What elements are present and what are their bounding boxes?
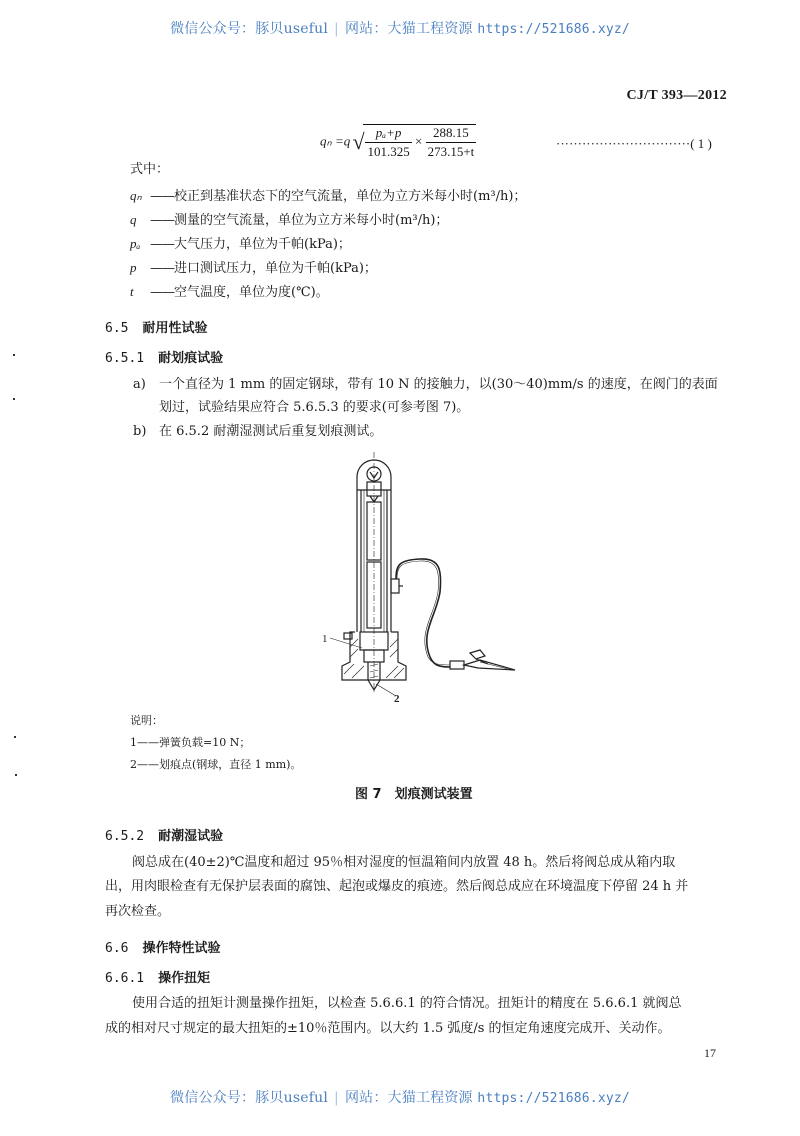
watermark-url[interactable]: https://521686.xyz/ xyxy=(477,22,630,37)
def-text: 空气温度，单位为度(℃)。 xyxy=(174,285,329,300)
def-symbol: q xyxy=(130,212,137,227)
formula-leader xyxy=(556,136,712,152)
def-item xyxy=(130,189,526,203)
page-number: 17 xyxy=(704,1046,716,1060)
watermark-site-label: 网站：大猫工程资源 xyxy=(344,1090,473,1106)
paragraph-line: 再次检查。 xyxy=(105,904,171,919)
watermark-url[interactable]: https://521686.xyz/ xyxy=(477,1091,630,1106)
section-number: 6.6 xyxy=(105,941,129,956)
section-title: 耐潮湿试验 xyxy=(158,829,224,844)
watermark-separator: | xyxy=(334,1090,339,1106)
section-title: 操作扭矩 xyxy=(158,971,211,986)
section-heading-6-5 xyxy=(105,317,208,336)
section-title: 耐划痕试验 xyxy=(158,351,224,366)
fraction-pressure xyxy=(365,125,411,160)
formula-dots: ······························· xyxy=(556,136,691,151)
def-item xyxy=(130,285,329,299)
list-item-a-line1: 一个直径为 1 mm 的固定钢球，带有 10 N 的接触力，以(30～40)mm/s 的速度，在阀门的表面 xyxy=(159,377,718,392)
frac1-numerator: √ pₐ+p xyxy=(365,125,411,143)
fraction-temperature xyxy=(426,125,477,160)
def-item xyxy=(130,213,448,227)
section-title: 操作特性试验 xyxy=(142,941,221,956)
list-item-a-line2: 划过，试验结果应符合 5.6.5.3 的要求(可参考图 7)。 xyxy=(159,400,470,415)
scan-mark xyxy=(14,736,16,738)
figure-caption: 图 7 划痕测试装置 xyxy=(355,787,473,802)
list-item-b-label: b) xyxy=(133,424,147,439)
def-dash: —— xyxy=(150,237,174,252)
def-item xyxy=(130,261,377,275)
formula-number: ( 1 ) xyxy=(690,136,712,151)
watermark-wechat: 微信公众号：豚贝useful xyxy=(170,1090,329,1106)
def-dash: —— xyxy=(150,213,174,228)
paragraph-line: 出，用肉眼检查有无保护层表面的腐蚀、起泡或爆皮的痕迹。然后阀总成应在环境温度下停留 24 h 并 xyxy=(105,879,689,894)
scan-mark xyxy=(15,774,17,776)
def-symbol: t xyxy=(130,284,134,299)
section-heading-6-5-2 xyxy=(105,825,223,844)
def-text: 大气压力，单位为千帕(kPa)； xyxy=(174,237,351,252)
def-text: 校正到基准状态下的空气流量，单位为立方米每小时(m³/h)； xyxy=(174,189,527,204)
def-symbol: qₙ xyxy=(130,188,142,203)
standard-code: CJ/T 393—2012 xyxy=(626,88,727,103)
times-sign: × xyxy=(414,133,423,149)
formula-1 xyxy=(320,124,476,158)
section-number: 6.6.1 xyxy=(105,971,145,986)
figure-legend-item: 1——弹簧负载=10 N； xyxy=(130,736,251,749)
section-heading-6-5-1 xyxy=(105,347,223,366)
def-text: 进口测试压力，单位为千帕(kPa)； xyxy=(174,261,377,276)
where-label: 式中： xyxy=(130,162,170,177)
scratch-test-device-figure xyxy=(310,452,540,702)
formula-lhs: qₙ xyxy=(320,133,332,149)
formula-eq: =q xyxy=(334,133,351,149)
watermark-site-label: 网站：大猫工程资源 xyxy=(344,21,473,37)
def-symbol: pₐ xyxy=(130,236,141,251)
paragraph-line: 阀总成在(40±2)℃温度和超过 95％相对湿度的恒温箱间内放置 48 h。然后将阀总成从箱内取 xyxy=(132,855,676,870)
def-item xyxy=(130,237,351,251)
section-number: 6.5.1 xyxy=(105,351,145,366)
frac1-denominator: 101.325 xyxy=(367,144,410,159)
figure-legend-item: 2——划痕点(钢球，直径 1 mm)。 xyxy=(130,758,302,771)
scan-mark xyxy=(13,398,15,400)
callout-1: 1 xyxy=(322,633,328,645)
def-text: 测量的空气流量，单位为立方米每小时(m³/h)； xyxy=(174,213,449,228)
frac2-denominator: 273.15+t xyxy=(427,144,475,159)
watermark-bottom xyxy=(0,1087,800,1107)
frac2-numerator: 288.15 xyxy=(426,125,477,143)
section-title: 耐用性试验 xyxy=(142,321,208,336)
list-item-b-line1: 在 6.5.2 耐潮湿测试后重复划痕测试。 xyxy=(159,424,383,439)
watermark-separator: | xyxy=(334,21,339,37)
def-symbol: p xyxy=(130,260,137,275)
def-dash: —— xyxy=(150,189,174,204)
watermark-top xyxy=(0,18,800,38)
watermark-wechat: 微信公众号：豚贝useful xyxy=(170,21,329,37)
section-number: 6.5.2 xyxy=(105,829,145,844)
paragraph-line: 使用合适的扭矩计测量操作扭矩，以检查 5.6.6.1 的符合情况。扭矩计的精度在 5.6.6.1 就阀总 xyxy=(132,996,682,1011)
callout-2: 2 xyxy=(394,693,400,702)
section-number: 6.5 xyxy=(105,321,129,336)
list-item-a-label: a) xyxy=(133,377,146,392)
section-heading-6-6 xyxy=(105,937,221,956)
sqrt-radical xyxy=(363,124,476,160)
def-dash: —— xyxy=(150,285,174,300)
paragraph-line: 成的相对尺寸规定的最大扭矩的±10％范围内。以大约 1.5 弧度/s 的恒定角速度完成开、关动作。 xyxy=(105,1021,671,1036)
scan-mark xyxy=(13,354,15,356)
figure-legend-title: 说明： xyxy=(130,714,163,727)
def-dash: —— xyxy=(150,261,174,276)
section-heading-6-6-1 xyxy=(105,967,210,986)
